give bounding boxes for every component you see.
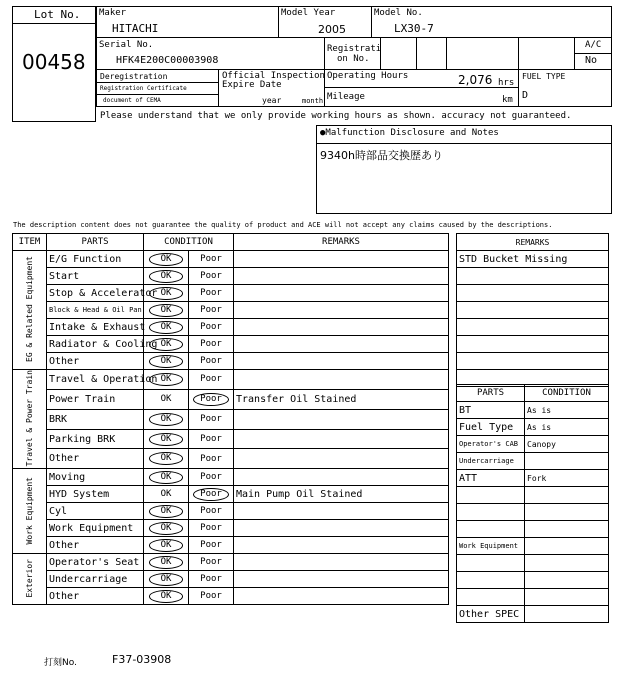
poor-label: Poor	[200, 356, 222, 366]
inspection-table	[12, 233, 449, 605]
condition-header: CONDITION	[144, 234, 234, 251]
operating-hours-label: Operating Hours	[327, 71, 409, 81]
part-name: Intake & Exhaust	[47, 319, 144, 336]
fuel-type-value: D	[522, 90, 529, 101]
ok-label: OK	[149, 413, 184, 426]
poor-label: Poor	[200, 472, 222, 483]
parts-condition-cell	[525, 606, 609, 623]
parts-condition-cell	[525, 504, 609, 521]
hrs-label: hrs	[498, 78, 515, 88]
remark-cell	[234, 588, 449, 605]
parts-row	[457, 453, 609, 470]
inspection-row	[13, 409, 449, 429]
parts-cell	[457, 572, 525, 589]
poor-label: Poor	[200, 591, 222, 602]
poor-label: Poor	[200, 453, 222, 464]
condition-ok-cell	[144, 537, 189, 554]
part-name: Travel & Operation	[47, 370, 144, 390]
parts-condition-cell: As is	[525, 419, 609, 436]
part-name: HYD System	[47, 486, 144, 503]
poor-label: Poor	[200, 305, 222, 315]
item-header: ITEM	[13, 234, 47, 251]
condition-poor-cell	[189, 503, 234, 520]
ok-label: OK	[149, 253, 184, 266]
parts-condition-cell	[525, 487, 609, 504]
poor-label: Poor	[200, 322, 222, 332]
parts-cell: Fuel Type	[457, 419, 525, 436]
condition-poor-cell	[189, 588, 234, 605]
condition-poor-cell	[189, 319, 234, 336]
inspection-label-2: Expire Date	[222, 80, 282, 90]
condition-ok-cell	[144, 370, 189, 390]
parts-row	[457, 555, 609, 572]
condition-poor-cell	[189, 554, 234, 571]
parts-condition-cell: As is	[525, 402, 609, 419]
remark-cell	[234, 285, 449, 302]
parts-row	[457, 470, 609, 487]
condition-poor-cell	[189, 409, 234, 429]
inspection-row	[13, 268, 449, 285]
remarks-cell	[457, 319, 609, 336]
condition-poor-cell	[189, 449, 234, 469]
ok-label: OK	[149, 287, 184, 300]
inspection-row	[13, 588, 449, 605]
hours-notice: Please understand that we only provide working hours as shown. accuracy not guaranteed.	[100, 111, 572, 121]
grid-line	[96, 37, 612, 38]
parts-cell	[457, 589, 525, 606]
condition-ok-cell	[144, 588, 189, 605]
remark-cell	[234, 520, 449, 537]
parts-col-header: PARTS	[457, 385, 525, 402]
condition-ok-cell	[144, 469, 189, 486]
condition-ok-cell	[144, 389, 189, 409]
condition-ok-cell	[144, 503, 189, 520]
condition-col-header: CONDITION	[525, 385, 609, 402]
ok-label: OK	[149, 355, 184, 368]
parts-row	[457, 521, 609, 538]
poor-label: Poor	[200, 374, 222, 385]
part-name: Power Train	[47, 389, 144, 409]
item-group-cell	[13, 370, 47, 469]
condition-poor-cell	[189, 520, 234, 537]
parts-condition-cell	[525, 538, 609, 555]
remark-cell: Transfer Oil Stained	[234, 389, 449, 409]
part-name: E/G Function	[47, 251, 144, 268]
part-name: Other	[47, 537, 144, 554]
condition-ok-cell	[144, 353, 189, 370]
poor-label: Poor	[200, 523, 222, 534]
remark-cell: Main Pump Oil Stained	[234, 486, 449, 503]
inspection-row	[13, 554, 449, 571]
parts-header: PARTS	[47, 234, 144, 251]
grid-line	[574, 37, 575, 69]
parts-condition-cell	[525, 453, 609, 470]
condition-ok-cell	[144, 251, 189, 268]
inspection-row	[13, 370, 449, 390]
serial-value: HFK4E200C00003908	[116, 55, 219, 66]
grid-line	[371, 6, 372, 37]
km-label: km	[502, 95, 513, 105]
remarks-row	[457, 251, 609, 268]
condition-poor-cell	[189, 389, 234, 409]
ok-label: OK	[149, 270, 184, 283]
parts-condition-cell	[525, 521, 609, 538]
part-name: Work Equipment	[47, 520, 144, 537]
condition-ok-cell	[144, 429, 189, 449]
condition-ok-cell	[144, 571, 189, 588]
part-name: Radiator & Cooling	[47, 336, 144, 353]
malfunction-note: 9340h時部品交換歴あり	[320, 149, 443, 162]
malfunction-title: ●Malfunction Disclosure and Notes	[320, 128, 499, 138]
parts-condition-cell: Fork	[525, 470, 609, 487]
lot-header-line	[12, 23, 96, 24]
parts-row	[457, 487, 609, 504]
poor-label: Poor	[200, 254, 222, 264]
parts-row	[457, 606, 609, 623]
inspection-row	[13, 486, 449, 503]
inspection-row	[13, 449, 449, 469]
inspection-row	[13, 537, 449, 554]
ok-label: OK	[149, 556, 184, 569]
condition-poor-cell	[189, 285, 234, 302]
poor-label: Poor	[193, 488, 229, 501]
model-no-value: LX30-7	[394, 22, 434, 35]
right-remarks-header: REMARKS	[457, 234, 609, 251]
poor-label: Poor	[200, 506, 222, 517]
parts-cell	[457, 487, 525, 504]
parts-cell: Work Equipment	[457, 538, 525, 555]
parts-row	[457, 436, 609, 453]
maker-label: Maker	[99, 8, 127, 18]
ok-label: OK	[149, 505, 184, 518]
grid-line	[96, 82, 218, 83]
remark-cell	[234, 503, 449, 520]
remark-cell	[234, 268, 449, 285]
poor-label: Poor	[200, 540, 222, 551]
part-name: Other	[47, 588, 144, 605]
item-group-cell	[13, 469, 47, 554]
condition-poor-cell	[189, 268, 234, 285]
remarks-cell	[457, 353, 609, 370]
malfunction-box	[316, 125, 612, 214]
item-group-cell	[13, 251, 47, 370]
condition-poor-cell	[189, 537, 234, 554]
remark-cell	[234, 571, 449, 588]
part-name: Block & Head & Oil Pan	[47, 302, 144, 319]
model-no-label: Model No.	[374, 8, 423, 18]
ok-label: OK	[149, 522, 184, 535]
parts-row	[457, 402, 609, 419]
condition-poor-cell	[189, 370, 234, 390]
parts-row	[457, 589, 609, 606]
disclaimer: The description content does not guarantee the quality of product and ACE will not accept any claims caused by the descriptions.	[13, 221, 553, 229]
remark-cell	[234, 319, 449, 336]
grid-line	[278, 6, 279, 37]
condition-poor-cell	[189, 486, 234, 503]
remarks-row	[457, 285, 609, 302]
condition-ok-cell	[144, 520, 189, 537]
document-cema-label: document of CEMA	[103, 97, 161, 104]
remark-cell	[234, 537, 449, 554]
remark-cell	[234, 409, 449, 429]
parts-condition-cell	[525, 555, 609, 572]
condition-poor-cell	[189, 251, 234, 268]
ok-label: OK	[149, 321, 184, 334]
stamp-label: 打刻No.	[44, 658, 77, 668]
parts-cell: Undercarriage	[457, 453, 525, 470]
remarks-header-row	[457, 234, 609, 251]
condition-poor-cell	[189, 571, 234, 588]
inspection-row	[13, 302, 449, 319]
grid-line	[574, 53, 612, 54]
grid-line	[218, 69, 219, 107]
grid-line	[446, 37, 447, 69]
remark-cell	[234, 336, 449, 353]
poor-label: Poor	[200, 414, 222, 425]
maker-value: HITACHI	[112, 22, 159, 35]
remark-cell	[234, 302, 449, 319]
model-year-label: Model Year	[281, 8, 336, 18]
grid-line	[416, 37, 417, 69]
remarks-row	[457, 319, 609, 336]
remarks-cell	[457, 268, 609, 285]
parts-cell: ATT	[457, 470, 525, 487]
stamp-value: F37-03908	[112, 653, 172, 666]
deregistration-label: Deregistration	[100, 72, 168, 81]
remark-cell	[234, 370, 449, 390]
remark-cell	[234, 251, 449, 268]
condition-ok-cell	[144, 409, 189, 429]
parts-cell	[457, 555, 525, 572]
inspection-row	[13, 251, 449, 268]
remarks-table	[456, 233, 609, 387]
inspection-row	[13, 389, 449, 409]
parts-cell: Operator's CAB	[457, 436, 525, 453]
ok-label: OK	[149, 539, 184, 552]
condition-ok-cell	[144, 449, 189, 469]
ok-label: OK	[149, 573, 184, 586]
condition-poor-cell	[189, 469, 234, 486]
part-name: Other	[47, 353, 144, 370]
ac-label: A/C	[585, 40, 602, 50]
remarks-cell	[457, 302, 609, 319]
item-group-label: Exterior	[25, 559, 34, 598]
part-name: Start	[47, 268, 144, 285]
month-label: month	[302, 97, 324, 105]
condition-ok-cell	[144, 486, 189, 503]
parts-header-row	[457, 385, 609, 402]
part-name: Other	[47, 449, 144, 469]
poor-label: Poor	[200, 339, 222, 349]
remark-cell	[234, 449, 449, 469]
serial-label: Serial No.	[99, 40, 154, 50]
remarks-header: REMARKS	[234, 234, 449, 251]
ok-label: OK	[160, 489, 172, 500]
remark-cell	[234, 429, 449, 449]
part-name: Cyl	[47, 503, 144, 520]
item-group-label: Work Equipment	[25, 476, 34, 545]
ok-label: OK	[149, 590, 184, 603]
lot-number: 00458	[22, 50, 86, 74]
part-name: BRK	[47, 409, 144, 429]
remarks-cell	[457, 285, 609, 302]
inspection-row	[13, 319, 449, 336]
part-name: Operator's Seat	[47, 554, 144, 571]
poor-label: Poor	[200, 557, 222, 568]
inspection-row	[13, 520, 449, 537]
item-group-label: Travel & Power Train	[25, 370, 34, 467]
parts-condition-cell: Canopy	[525, 436, 609, 453]
grid-line	[96, 69, 612, 70]
condition-ok-cell	[144, 285, 189, 302]
condition-ok-cell	[144, 554, 189, 571]
item-group-cell	[13, 554, 47, 605]
parts-cell: Other SPEC	[457, 606, 525, 623]
parts-condition-cell	[525, 572, 609, 589]
poor-label: Poor	[193, 393, 229, 406]
inspection-header-row	[13, 234, 449, 251]
poor-label: Poor	[200, 434, 222, 444]
registration-label: Registrati	[327, 44, 382, 54]
inspection-row	[13, 336, 449, 353]
parts-row	[457, 419, 609, 436]
registration-certificate-label: Registration Certificate	[100, 85, 187, 92]
parts-row	[457, 538, 609, 555]
poor-label: Poor	[200, 574, 222, 585]
model-year-value: 2005	[318, 23, 346, 36]
parts-cell	[457, 521, 525, 538]
grid-line	[96, 94, 218, 95]
ok-label: OK	[149, 338, 184, 351]
mileage-label: Mileage	[327, 92, 365, 102]
remark-cell	[234, 353, 449, 370]
condition-ok-cell	[144, 268, 189, 285]
part-name: Parking BRK	[47, 429, 144, 449]
ac-value: No	[585, 55, 598, 66]
grid-line	[324, 87, 518, 88]
ok-label: OK	[149, 373, 184, 386]
lot-label: Lot No.	[34, 8, 81, 21]
poor-label: Poor	[200, 271, 222, 281]
ok-label: OK	[149, 433, 184, 446]
ok-label: OK	[149, 471, 184, 484]
condition-poor-cell	[189, 429, 234, 449]
remark-cell	[234, 554, 449, 571]
year-label: year	[262, 96, 282, 105]
inspection-label: Official Inspection	[222, 71, 325, 81]
condition-poor-cell	[189, 353, 234, 370]
part-name: Stop & Accelerator	[47, 285, 144, 302]
ok-label: OK	[160, 394, 172, 405]
remarks-row	[457, 353, 609, 370]
remark-cell	[234, 469, 449, 486]
registration-label-2: on No.	[337, 54, 370, 64]
grid-line	[316, 143, 612, 144]
remarks-cell	[457, 336, 609, 353]
fuel-type-label: FUEL TYPE	[522, 72, 566, 81]
parts-condition-cell	[525, 589, 609, 606]
inspection-row	[13, 429, 449, 449]
inspection-row	[13, 503, 449, 520]
part-name: Moving	[47, 469, 144, 486]
part-name: Undercarriage	[47, 571, 144, 588]
item-group-label: EG & Related Equipment	[25, 256, 34, 362]
parts-row	[457, 572, 609, 589]
operating-hours-value: 2,076	[458, 73, 493, 87]
condition-ok-cell	[144, 319, 189, 336]
poor-label: Poor	[200, 288, 222, 298]
condition-poor-cell	[189, 302, 234, 319]
ok-label: OK	[149, 452, 184, 465]
inspection-row	[13, 571, 449, 588]
parts-cell	[457, 504, 525, 521]
condition-poor-cell	[189, 336, 234, 353]
condition-ok-cell	[144, 336, 189, 353]
parts-row	[457, 504, 609, 521]
remarks-cell: STD Bucket Missing	[457, 251, 609, 268]
parts-cell: BT	[457, 402, 525, 419]
parts-table	[456, 384, 609, 623]
inspection-row	[13, 285, 449, 302]
ok-label: OK	[149, 304, 184, 317]
remarks-row	[457, 336, 609, 353]
inspection-row	[13, 469, 449, 486]
condition-ok-cell	[144, 302, 189, 319]
grid-line	[518, 37, 519, 107]
remarks-row	[457, 268, 609, 285]
inspection-row	[13, 353, 449, 370]
remarks-row	[457, 302, 609, 319]
